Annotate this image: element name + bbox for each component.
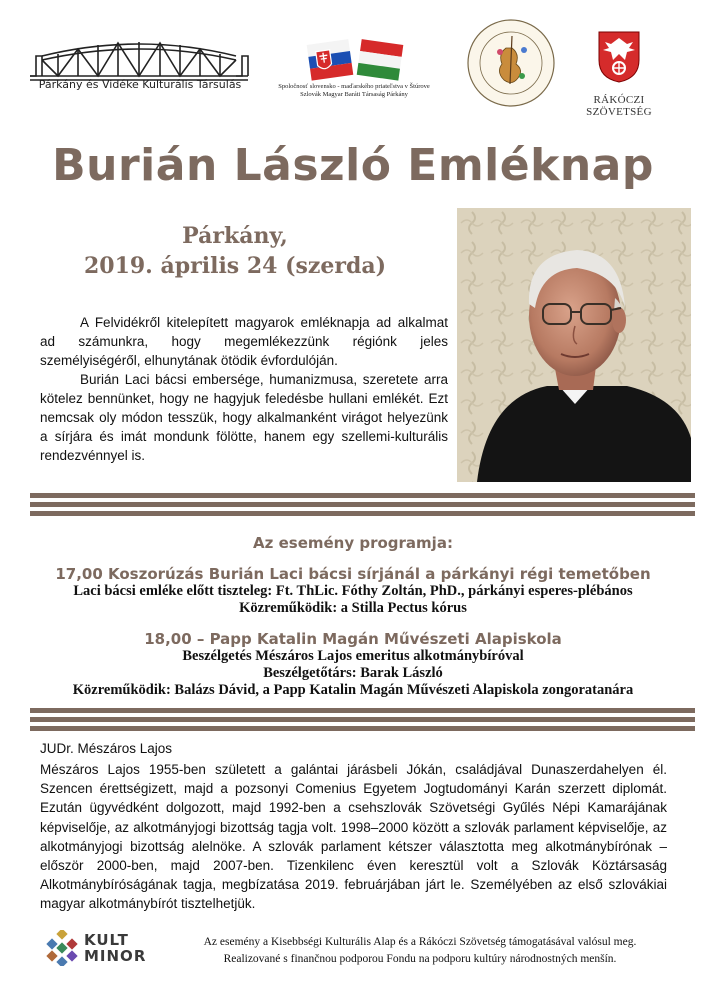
event-date: 2019. április 24 (szerda) (83, 253, 387, 279)
page-title: Burián László Emléknap (52, 140, 654, 191)
intro-paragraph: A Felvidékről kitelepített magyarok emléknapja ad alkalmat ad számunkra, hogy megemlékezzünk régiónk jeles személyiségéről, elhunytának ötödik évfordulóján. (40, 315, 448, 368)
portrait-photo (457, 208, 691, 482)
divider (30, 708, 695, 713)
support-note-sk: Realizované s finančnou podporou Fondu na podporu kultúry národnostných menšín. (223, 953, 617, 965)
flags-icon (303, 32, 407, 88)
divider (30, 493, 695, 498)
intro-paragraph: Burián Laci bácsi embersége, humanizmusa, szeretete arra kötelez bennünket, hogy ne hagyjuk feledésbe hullani emlékét. Ezt nemcsak oly módon tesszük, hogy alkalmanként virágot helyezünk a sírjára és imát mondunk fölötte, hanem egy szellemi-kulturális rendezvénnyel is. (40, 372, 448, 463)
art-school-seal-icon (466, 18, 556, 108)
event-detail: Közreműködik: Balázs Dávid, a Papp Katalin Magán Művészeti Alapiskola zongoratanára (72, 682, 634, 698)
bio-text: Mészáros Lajos 1955-ben született a galántai járásbeli Jókán, családjával Dunaszerdahelyen él. Szencen érettségizett, majd a pozsonyi Comenius Egyetem Jogtudományi Karán szerzett diplomát. Ezután ügyvédként dolgozott, majd 1992-ben a csehszlovák Szövetségi Gyűlés Népi Kamarájának képviselője, az alkotmányjogi bizottság tagja volt. 1998–2000 között a szlovák parlament képviselője, az alkotmányjogi bizottság alelnöke. A szlovák parlament kétszer választotta meg alkotmánybírónak – először 2000-ben, majd 2007-ben. Tizenkilenc éven keresztül volt a Szlovák Köztársaság Alkotmánybíróságának tagja, megbízatása 2019. februárjában járt le. Személyében az első szlovákiai magyar alkotmánybírót tisztelhetjük. (40, 762, 667, 912)
rakoczi-caption: RÁKÓCZI SZÖVETSÉG (586, 94, 652, 118)
event-detail: Közreműködik: a Stilla Pectus kórus (239, 600, 467, 616)
kult-minor-icon (44, 930, 80, 966)
kult-minor-line2: MINOR (84, 947, 147, 965)
event-place: Párkány, (182, 223, 288, 249)
event-detail: Beszélgetőtárs: Barak László (263, 665, 443, 681)
event-detail: Laci bácsi emléke előtt tiszteleg: Ft. ThLic. Fóthy Zoltán, PhD., párkányi esperes-plébános (73, 583, 633, 599)
society-name-hu: Szlovák Magyar Baráti Társaság Párkány (300, 91, 408, 98)
program-heading: Az esemény programja: (253, 534, 453, 552)
kult-minor-logo (44, 930, 164, 980)
bridge-logo-caption: Párkány és Vidéke Kulturális Társulás (38, 78, 242, 91)
divider (30, 511, 695, 516)
event-detail: Beszélgetés Mészáros Lajos emeritus alkotmánybíróval (182, 648, 524, 664)
bridge-logo (28, 36, 250, 108)
rakoczi-crest-icon (597, 30, 641, 84)
divider (30, 717, 695, 722)
event-title: 18,00 – Papp Katalin Magán Művészeti Alapiskola (144, 630, 562, 648)
divider (30, 726, 695, 731)
support-note-hu: Az esemény a Kisebbségi Kulturális Alap és a Rákóczi Szövetség támogatásával valósul meg. (203, 936, 637, 948)
kult-minor-line1: KULT (84, 931, 129, 949)
bio-name: JUDr. Mészáros Lajos (40, 741, 173, 756)
society-name-sk: Spoločnosť slovensko - maďarského priateľstva v Štúrove (278, 83, 430, 90)
society-name (248, 83, 460, 99)
divider (30, 502, 695, 507)
event-title: 17,00 Koszorúzás Burián Laci bácsi sírjánál a párkányi régi temetőben (55, 565, 651, 583)
